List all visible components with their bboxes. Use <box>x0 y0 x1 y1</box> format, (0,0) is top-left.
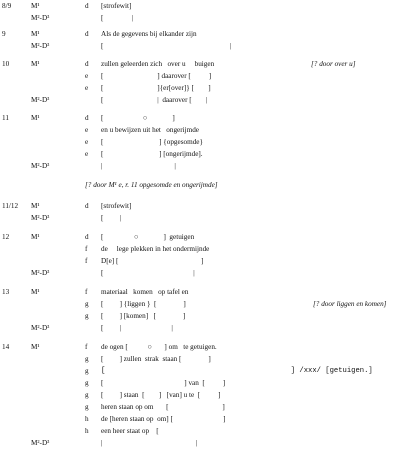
witness-m2-d3: M²-D³ <box>31 96 50 104</box>
variant-letter-g: g <box>85 403 89 411</box>
variant-text: [ | <box>101 269 195 277</box>
variant-text: de ogen [ ○ ] om te getuigen. <box>101 343 217 351</box>
witness-m1: M¹ <box>31 343 40 351</box>
witness-m2-d3: M²-D³ <box>31 324 50 332</box>
bracket-bar: | <box>132 14 134 22</box>
variant-text: [ | | <box>101 324 173 332</box>
variant-letter-d: d <box>85 114 89 122</box>
lineno-10: 10 <box>2 60 10 68</box>
witness-m1: M¹ <box>31 114 40 122</box>
variant-text: | | <box>101 162 176 170</box>
variant-text: [ ] {liggen } [ ] <box>101 300 186 308</box>
variant-letter-e: e <box>85 126 89 134</box>
variant-letter-d: d <box>85 2 89 10</box>
variant-text: een heer staat op [ <box>101 427 159 435</box>
variant-text: [strofewit] <box>101 202 132 210</box>
variant-text: [ ] [komen] [ ] <box>101 312 186 320</box>
variant-text: [ ] daarover [ ] <box>101 72 212 80</box>
witness-m2-d3: M²-D³ <box>31 14 50 22</box>
witness-m1: M¹ <box>31 288 40 296</box>
lineno-11-12: 11/12 <box>2 202 19 210</box>
variant-letter-g: g <box>85 367 89 375</box>
witness-m1: M¹ <box>31 233 40 241</box>
variant-letter-g: g <box>85 379 89 387</box>
variant-letter-h: h <box>85 427 89 435</box>
variant-letter-h: h <box>85 415 89 423</box>
bracket-bar: [ <box>101 42 104 50</box>
variant-text: heren staan op om [ ] <box>101 403 225 411</box>
variant-text: D[e] [ ] <box>101 257 204 265</box>
lineno-9: 9 <box>2 30 6 38</box>
variant-text: zullen geleerden zich over u buigen <box>101 60 215 68</box>
variant-text: [ ] /xxx/ [getuigen.] <box>101 367 373 375</box>
variant-letter-d: d <box>85 233 89 241</box>
variant-letter-f: f <box>85 343 88 351</box>
witness-m2-d3: M²-D³ <box>31 214 50 222</box>
variant-letter-e: e <box>85 138 89 146</box>
witness-m1: M¹ <box>31 60 40 68</box>
variant-text: [strofewit] <box>101 2 132 10</box>
editor-note: [? door M¹ e, r. 11 opgesomde en ongerijmde] <box>85 181 218 189</box>
variant-text: [ ]{er[over]} [ ] <box>101 84 211 92</box>
bracket-bar: [ <box>101 14 104 22</box>
variant-text: [ ] zullen strak staan [ ] <box>101 355 211 363</box>
variant-letter-e: e <box>85 72 89 80</box>
variant-text: de lege plekken in het ondermijnde <box>101 245 210 253</box>
editor-note: [? door over u] <box>311 60 356 68</box>
variant-letter-g: g <box>85 312 89 320</box>
variant-text: [ ] [ongerijmde]. <box>101 150 203 158</box>
variant-letter-g: g <box>85 355 89 363</box>
variant-text: materiaal komen op tafel en <box>101 288 189 296</box>
lineno-11: 11 <box>2 114 9 122</box>
editor-note: [? door liggen en komen] <box>313 300 387 308</box>
lineno-8-9: 8/9 <box>2 2 12 10</box>
variant-letter-d: d <box>85 202 89 210</box>
lineno-13: 13 <box>2 288 10 296</box>
witness-m2-d3: M²-D³ <box>31 162 50 170</box>
variant-text: [ ] staan [ ] [van] u te [ ] <box>101 391 221 399</box>
bracket-bar: | <box>230 42 232 50</box>
variant-text: en u bewijzen uit het ongerijmde <box>101 126 199 134</box>
variant-text: Als de gegevens bij elkander zijn <box>101 30 197 38</box>
variant-text: [ ] van [ ] <box>101 379 226 387</box>
variant-letter-g: g <box>85 300 89 308</box>
variant-letter-d: d <box>85 60 89 68</box>
variant-letter-e: e <box>85 150 89 158</box>
variant-text: [ ○ ] <box>101 114 175 122</box>
variant-text: [ ] {opgesomde} <box>101 138 203 146</box>
variant-text: [ | <box>101 214 122 222</box>
variant-letter-e: e <box>85 84 89 92</box>
witness-m2-d3: M²-D³ <box>31 42 50 50</box>
variant-letter-d: d <box>85 30 89 38</box>
variant-text: | | <box>101 439 198 447</box>
variant-text: [ | daarover [ | <box>101 96 208 104</box>
variant-text: [ ○ ] getuigen <box>101 233 195 241</box>
variant-letter-f: f <box>85 245 88 253</box>
variant-letter-f: f <box>85 288 88 296</box>
witness-m1: M¹ <box>31 30 40 38</box>
variant-letter-f: f <box>85 257 88 265</box>
variant-letter-g: g <box>85 391 89 399</box>
witness-m1: M¹ <box>31 2 40 10</box>
witness-m2-d3: M²-D³ <box>31 269 50 277</box>
lineno-14: 14 <box>2 343 10 351</box>
lineno-12: 12 <box>2 233 10 241</box>
witness-m2-d3: M²-D³ <box>31 439 50 447</box>
witness-m1: M¹ <box>31 202 40 210</box>
variant-text: de [heren staan op om] [ ] <box>101 415 226 423</box>
